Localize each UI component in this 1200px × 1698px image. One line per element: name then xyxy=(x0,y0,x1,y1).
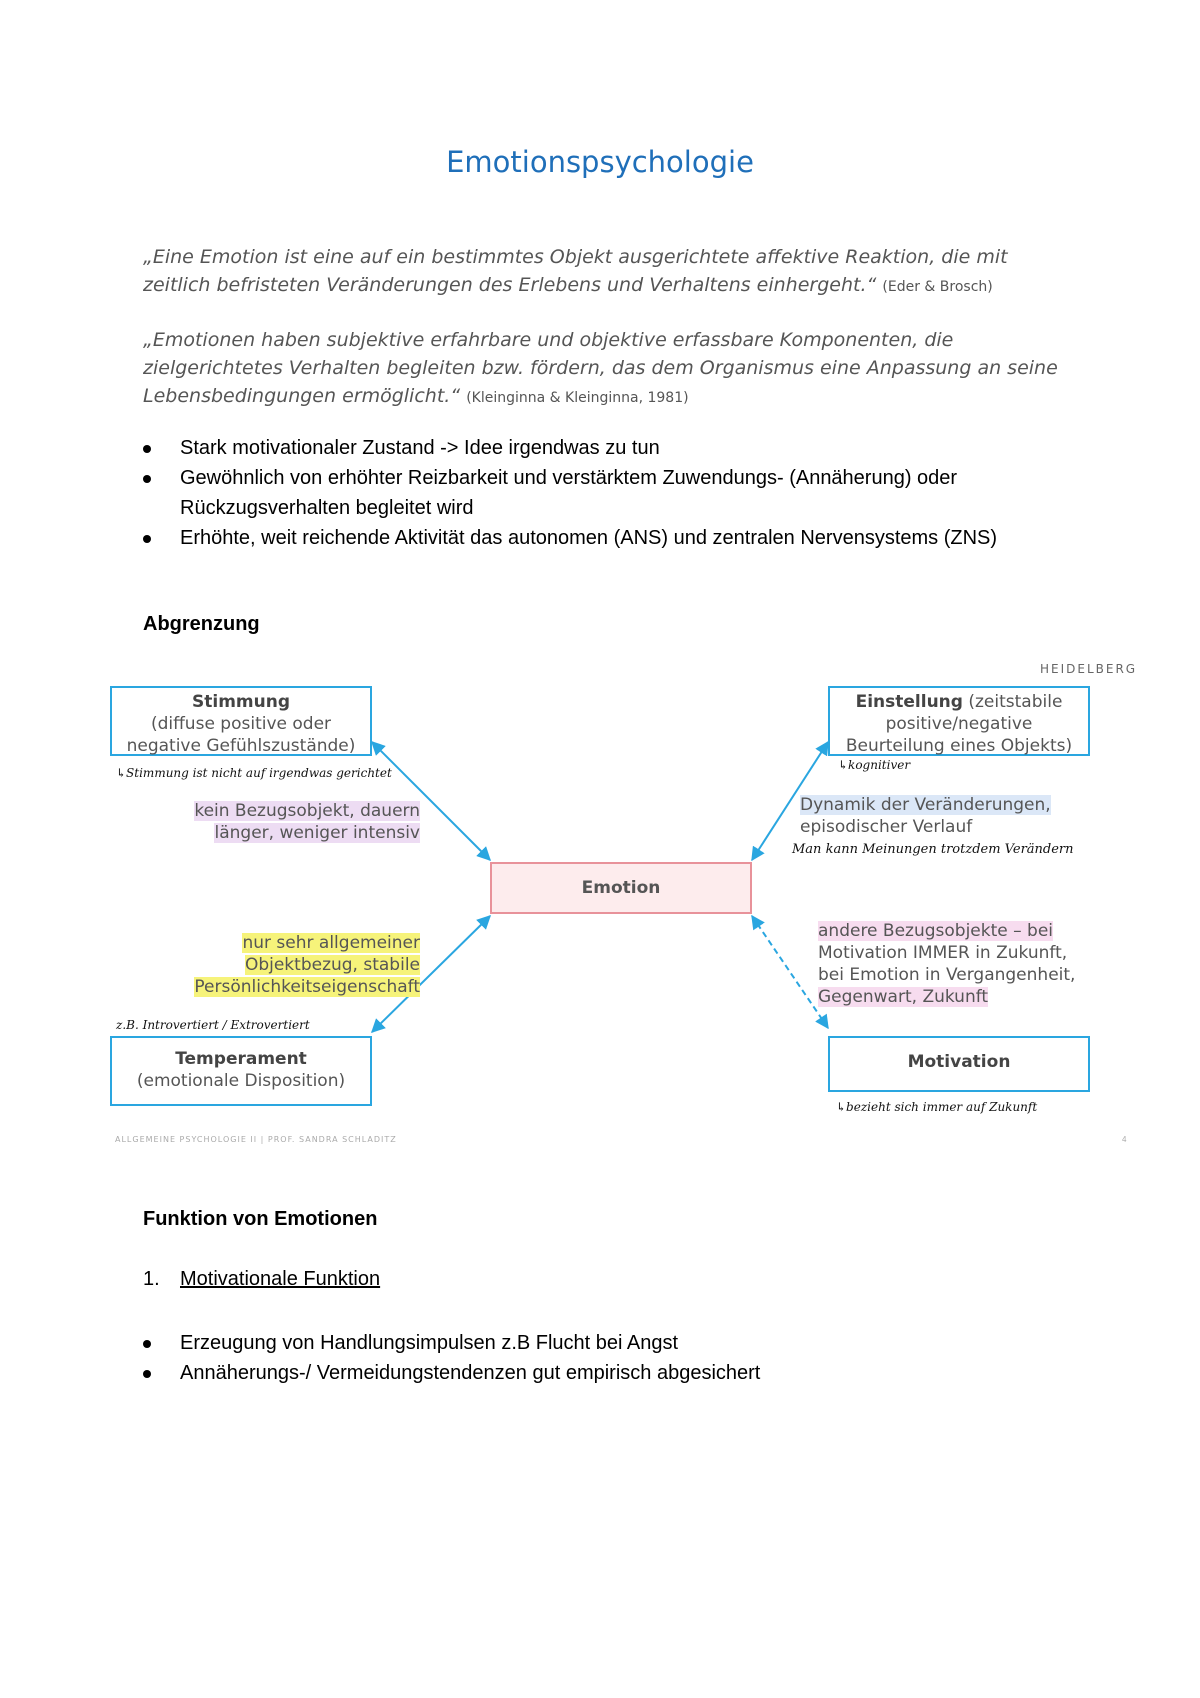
note-line: Objektbezug, stabile xyxy=(244,955,420,975)
funktion-heading: Funktion von Emotionen xyxy=(143,1208,378,1230)
list-item-text: Stark motivationaler Zustand -> Idee irgendwas zu tun xyxy=(180,437,660,459)
note-line: Motivation IMMER in Zukunft, xyxy=(818,943,1068,963)
item-number: 1. xyxy=(143,1268,160,1290)
quote-text: „Emotionen haben subjektive erfahrbare und objektive erfassbare Komponenten, die zielgerichtetes Verhalten begleiten bzw. fördern, das dem Organismus eine Anpassung an seine Lebensbedingungen ermöglicht.“ xyxy=(143,329,1058,407)
item-text: Motivationale Funktion xyxy=(180,1268,381,1290)
box-text: (diffuse positive oder xyxy=(150,714,332,734)
list-item xyxy=(143,433,1063,463)
handwritten-note-einstellung: ↳kognitiver xyxy=(838,758,911,772)
list-item-text: Gewöhnlich von erhöhter Reizbarkeit und verstärktem Zuwendungs- (Annäherung) oder Rückzugsverhalten begleitet wird xyxy=(180,467,958,519)
note-line: episodischer Verlauf xyxy=(800,817,973,837)
brand-label: HEIDELBERG xyxy=(1040,662,1138,676)
box-title: Einstellung xyxy=(855,692,963,712)
bullet-icon xyxy=(143,445,151,453)
quote-source: (Kleinginna & Kleinginna, 1981) xyxy=(466,390,689,406)
note-stimmung xyxy=(180,800,420,844)
note-line: andere Bezugsobjekte – bei xyxy=(818,921,1054,941)
box-title: Motivation xyxy=(907,1052,1011,1072)
box-title: Temperament xyxy=(175,1049,307,1069)
box-text: (emotionale Disposition) xyxy=(136,1071,346,1091)
list-item xyxy=(143,463,1063,523)
handwritten-note-einstellung-2: Man kann Meinungen trotzdem Verändern xyxy=(792,842,1074,857)
bullet-icon xyxy=(143,1370,151,1378)
box-text: (zeitstabile xyxy=(962,692,1063,712)
bullet-icon xyxy=(143,1340,151,1348)
page-title: Emotionspsychologie xyxy=(446,145,754,179)
slide-page-number: 4 xyxy=(1122,1135,1127,1144)
temperament-box xyxy=(110,1036,372,1106)
quote-kleinginna xyxy=(143,326,1063,412)
note-line: bei Emotion in Vergangenheit, xyxy=(818,965,1076,985)
quote-eder-brosch xyxy=(143,243,1063,301)
quote-text: „Eine Emotion ist eine auf ein bestimmtes Objekt ausgerichtete affektive Reaktion, die mit zeitlich befristeten Veränderungen des Erlebens und Verhaltens einhergeht.“ xyxy=(143,246,1008,296)
emotion-box: Emotion xyxy=(490,862,752,914)
note-line: nur sehr allgemeiner xyxy=(242,933,420,953)
arrow-motivation-emotion xyxy=(752,916,828,1028)
motivation-box xyxy=(828,1036,1090,1092)
einstellung-box xyxy=(828,686,1090,756)
list-item-text: Erzeugung von Handlungsimpulsen z.B Flucht bei Angst xyxy=(180,1332,679,1354)
box-text: negative Gefühlszustände) xyxy=(126,736,356,756)
list-item-text: Erhöhte, weit reichende Aktivität das autonomen (ANS) und zentralen Nervensystems (ZNS) xyxy=(180,527,998,549)
slide-footer: ALLGEMEINE PSYCHOLOGIE II | PROF. SANDRA SCHLADITZ xyxy=(115,1135,397,1144)
abgrenzung-diagram xyxy=(100,650,1140,1150)
note-line: Gegenwart, Zukunft xyxy=(818,987,989,1007)
box-text: Beurteilung eines Objekts) xyxy=(845,736,1073,756)
note-motivation xyxy=(818,920,1075,1008)
note-line: länger, weniger intensiv xyxy=(214,823,420,843)
box-text: positive/negative xyxy=(885,714,1033,734)
funktion-bullet-list xyxy=(143,1328,1063,1388)
note-line: Persönlichkeitseigenschaft xyxy=(194,977,420,997)
abgrenzung-heading: Abgrenzung xyxy=(143,613,260,635)
list-item xyxy=(143,523,1063,553)
list-item xyxy=(143,1358,1063,1388)
handwritten-note-temperament: z.B. Introvertiert / Extrovertiert xyxy=(116,1018,310,1032)
list-item-text: Annäherungs-/ Vermeidungstendenzen gut empirisch abgesichert xyxy=(180,1362,761,1384)
intro-bullet-list xyxy=(143,433,1063,553)
list-item xyxy=(143,1328,1063,1358)
stimmung-box xyxy=(110,686,372,756)
bullet-icon xyxy=(143,535,151,543)
bullet-icon xyxy=(143,475,151,483)
note-einstellung xyxy=(800,794,1051,838)
handwritten-note-motivation: ↳bezieht sich immer auf Zukunft xyxy=(836,1100,1038,1114)
note-line: kein Bezugsobjekt, dauern xyxy=(194,801,420,821)
box-title: Stimmung xyxy=(192,692,290,712)
numbered-item-1 xyxy=(143,1268,380,1291)
quote-source: (Eder & Brosch) xyxy=(882,279,993,295)
note-line: Dynamik der Veränderungen, xyxy=(800,795,1051,815)
note-temperament xyxy=(120,932,420,998)
handwritten-note-stimmung: ↳Stimmung ist nicht auf irgendwas gerichtet xyxy=(116,766,392,780)
